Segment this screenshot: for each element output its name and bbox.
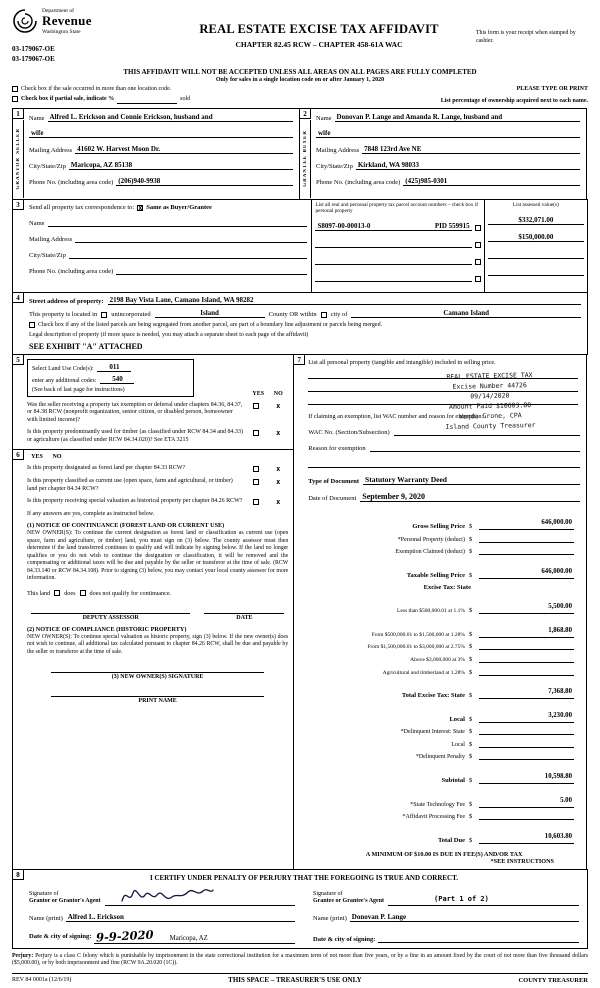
section-2-number: 2 <box>300 109 311 119</box>
q-timber-yes-checkbox[interactable] <box>253 430 259 436</box>
delinquent-interest-state-field[interactable] <box>479 727 574 735</box>
sold-label: sold <box>180 96 191 103</box>
parcel-row <box>315 222 480 231</box>
grantor-signature-field[interactable] <box>105 888 295 906</box>
dollar-sign: $ <box>468 571 473 579</box>
assessed-value-row <box>488 250 584 259</box>
section-3-number: 3 <box>13 200 24 210</box>
dollar-sign: $ <box>468 548 473 556</box>
print-name-line[interactable]: PRINT NAME <box>51 696 264 704</box>
tax-row-agricultural: Agricultural and timberland at 1.28% $ <box>308 668 580 676</box>
question-row <box>27 498 288 506</box>
form-chapter: CHAPTER 82.45 RCW – CHAPTER 458-61A WAC <box>235 40 403 49</box>
q-timber-no-mark: x <box>276 429 281 438</box>
buyer-address-field[interactable]: 7848 123rd Ave NE <box>362 145 580 154</box>
corr-phone-field[interactable] <box>116 266 307 275</box>
dollar-sign: $ <box>468 777 473 785</box>
delinquent-interest-local-field[interactable] <box>479 740 574 748</box>
buyer-address-label: Mailing Address <box>316 146 360 154</box>
q-forest-yes-checkbox[interactable] <box>253 466 259 472</box>
seller-name-field[interactable]: Alfred L. Erickson and Connie Erickson, husband and <box>48 113 293 122</box>
grantor-date-city-field[interactable] <box>94 929 295 944</box>
personal-property-deduct-field[interactable] <box>479 535 574 543</box>
section-3-tax-correspondence <box>12 199 588 293</box>
revenue-swirl-icon <box>12 8 38 34</box>
multi-location-label: Check box if the sale occurred in more than one location code. <box>21 85 172 92</box>
dollar-sign: $ <box>468 643 473 651</box>
tax-row-personal-property-deduct: *Personal Property (deduct) $ <box>308 535 580 543</box>
revenue-logo <box>12 8 162 36</box>
taxable-selling-price-field[interactable]: 646,000.00 <box>479 560 574 579</box>
buyer-csz-label: City/State/Zip <box>316 162 353 170</box>
parcel-field-1[interactable]: S8097-00-00013-0 PID 559915 <box>317 222 470 231</box>
section-5-land-use <box>12 354 294 451</box>
tax-row-rate-3: Above $3,000,000 at 3% $ <box>308 655 580 663</box>
corr-address-label: Mailing Address <box>29 235 73 243</box>
dollar-sign: $ <box>468 668 473 676</box>
unincorporated-label: unincorporated <box>111 310 151 318</box>
form-serial-2: 03-179067-OE <box>12 55 55 64</box>
legal-description-label: Legal description of property (if more space is needed, you may attach a separate sheet to each page of the affidavit) <box>29 331 309 338</box>
exhibit-note: SEE EXHIBIT "A" ATTACHED <box>29 341 143 351</box>
section-8-number: 8 <box>13 870 24 880</box>
grantee-agent-label: Grantee or Grantee's Agent <box>313 898 385 905</box>
additional-codes-label: enter any additional codes: <box>32 377 97 384</box>
unincorporated-checkbox[interactable] <box>101 312 107 318</box>
exemption-intro: If claiming an exemption, list WAC number and reason for exemption: <box>308 412 484 420</box>
certification-statement: I CERTIFY UNDER PENALTY OF PERJURY THAT THE FOREGOING IS TRUE AND CORRECT. <box>149 873 458 882</box>
deputy-assessor-signature-line[interactable]: DEPUTY ASSESSOR <box>31 613 190 621</box>
logo-dept-of: Department of <box>42 8 74 14</box>
assessed-value-row <box>488 216 584 225</box>
city-of-label: city of <box>330 310 348 318</box>
tax-row-exemption-claimed: Exemption Claimed (deduct) $ <box>308 547 580 555</box>
exemption-reason-field-2[interactable] <box>308 459 580 468</box>
this-land-label: This land <box>27 589 51 597</box>
segregated-checkbox[interactable] <box>29 322 35 328</box>
section-1-number: 1 <box>13 109 24 119</box>
dollar-sign: $ <box>468 692 473 700</box>
section-4-property-location <box>12 292 588 355</box>
tax-row-excise-tax-state-header: Excise Tax: State <box>423 583 471 591</box>
exemption-claimed-field[interactable] <box>479 547 574 555</box>
segregated-label: Check box if any of the listed parcels are being segregated from another parcel, are part of a boundary line adjustment or parcels being merged. <box>38 321 383 328</box>
does-qualify-checkbox[interactable] <box>54 590 60 596</box>
seller-name-label: Name <box>29 114 45 122</box>
logo-state: Washington State <box>42 29 81 36</box>
grantor-name-print-field[interactable]: Alfred L. Erickson <box>66 913 295 922</box>
parcel-field-4[interactable] <box>315 273 471 282</box>
rate-1-28-field[interactable]: 1,868.80 <box>479 619 574 638</box>
subtotal-field[interactable]: 10,598.80 <box>479 765 574 784</box>
corr-csz-label: City/State/Zip <box>29 251 66 259</box>
grantee-signature-field[interactable] <box>388 888 579 906</box>
tax-row-subtotal: Subtotal $ 10,598.80 <box>308 765 580 784</box>
document-date-field[interactable]: September 9, 2020 <box>360 492 580 502</box>
additional-codes-field[interactable]: 540 <box>100 375 134 384</box>
grantee-name-print-label: Name (print) <box>313 914 347 922</box>
seller-phone-field[interactable]: (206)940-9938 <box>116 177 293 186</box>
notice-continuance-body: NEW OWNER(S): To continue the current designation as forest land or classification as current use (open space, farm and agriculture, or timber) land, you must sign on (3) below. The county assessor must then determine if the land transferred continues to qualify and will indicate by signing below. If the land no longer qualifies or you do not wish to continue the designation or classification, it will be removed and the compensating or additional taxes will be due and payable by the seller or transferor at the time of sale. (RCW 84.33.140 or RCW 84.34.108). Prior to signing (3) below, you may contact your local county assessor for more information. <box>27 530 289 582</box>
grantor-date-city-label: Date & city of signing: <box>29 932 92 940</box>
question-row <box>27 429 288 444</box>
buyer-name-field[interactable]: Donovan P. Lange and Amanda R. Lange, husband and <box>335 113 580 122</box>
tax-row-total-excise-state: Total Excise Tax: State $ 7,368.80 <box>308 680 580 699</box>
deputy-date-line[interactable]: DATE <box>204 613 284 621</box>
stamp-title: REAL ESTATE EXCISE TAX <box>446 370 533 381</box>
assessed-value-field-3[interactable] <box>488 250 584 259</box>
tax-row-local: Local $ 3,230.00 <box>308 704 580 723</box>
land-use-label: Select Land Use Code(s): <box>32 365 94 372</box>
assessed-value-field-4[interactable] <box>488 267 584 276</box>
personal-property-intro: List all personal property (tangible and intangible) included in selling price. <box>308 358 496 366</box>
stamp-date: 09/14/2020 <box>470 391 510 401</box>
local-tax-field[interactable]: 3,230.00 <box>479 704 574 723</box>
section-7-excise-tax <box>293 354 587 870</box>
parcel-field-3[interactable] <box>315 256 471 265</box>
exemption-reason-field[interactable] <box>370 443 580 452</box>
same-as-buyer-label: Same as Buyer/Grantee <box>146 203 212 211</box>
section-7-number: 7 <box>294 355 305 365</box>
if-yes-instruction: If any answers are yes, complete as instructed below. <box>27 511 155 518</box>
tax-row-total-due: Total Due $ 10,603.80 <box>308 825 580 844</box>
personal-property-checkbox-2[interactable] <box>475 242 481 248</box>
dollar-sign: $ <box>468 800 473 808</box>
seller-grantor-side-label: SELLER GRANTOR <box>13 120 24 198</box>
delinquent-penalty-field[interactable] <box>479 752 574 760</box>
form-title: REAL ESTATE EXCISE TAX AFFIDAVIT <box>199 22 439 36</box>
single-location-note: Only for sales in a single location code on or after January 1, 2020 <box>215 76 385 83</box>
parcel-field-2[interactable] <box>315 239 471 248</box>
question-row <box>27 402 288 425</box>
tax-row-rate-1-28: From $500,000.01 to $1,500,000 at 1.28% $ 1,868.80 <box>308 619 580 638</box>
corr-name-field[interactable] <box>48 218 308 227</box>
document-type-field[interactable]: Statutory Warranty Deed <box>363 475 580 485</box>
no-header: NO <box>273 390 283 397</box>
question-timber-agriculture: Is this property predominantly used for timber (as classified under RCW 84.34 and 84.33) or agriculture (as classified under RCW 84.34.020)? See ETA 3215 <box>27 429 244 443</box>
assessed-value-field-1[interactable]: $332,071.00 <box>488 216 584 225</box>
grantee-date-city-field[interactable] <box>378 934 579 943</box>
q-exemption-yes-checkbox[interactable] <box>253 403 259 409</box>
land-use-code-field[interactable]: 011 <box>97 363 131 372</box>
tax-row-gross-selling-price: Gross Selling Price $ 646,000.00 <box>308 511 580 530</box>
yes-no-header <box>248 391 288 397</box>
rate-3-field[interactable] <box>479 655 574 663</box>
q-current-use-no-mark: x <box>276 478 281 487</box>
tax-row-rate-2-75: From $1,500,000.01 to $3,000,000 at 2.75% $ <box>308 642 580 650</box>
dollar-sign: $ <box>468 715 473 723</box>
multi-location-checkbox[interactable] <box>12 86 18 92</box>
corr-csz-field[interactable] <box>69 250 308 259</box>
completion-warning: THIS AFFIDAVIT WILL NOT BE ACCEPTED UNLESS ALL AREAS ON ALL PAGES ARE FULLY COMPLETED <box>123 67 477 76</box>
notice-compliance-title: (2) NOTICE OF COMPLIANCE (HISTORIC PROPERTY) <box>27 625 187 633</box>
excise-tax-table <box>308 507 580 844</box>
form-serial-numbers <box>12 44 162 65</box>
treasurer-space-label: THIS SPACE – TREASURER'S USE ONLY <box>228 976 362 984</box>
buyer-phone-label: Phone No. (including area code) <box>316 178 401 186</box>
grantee-name-print-field[interactable]: Donovan P. Lange <box>350 913 579 922</box>
new-owner-signature-line[interactable]: (3) NEW OWNER(S) SIGNATURE <box>51 672 264 680</box>
yes-no-header <box>27 454 288 460</box>
dollar-sign: $ <box>468 523 473 531</box>
see-instructions-note: *SEE INSTRUCTIONS <box>490 857 554 865</box>
parcel-row <box>315 239 480 248</box>
affidavit-processing-fee-field[interactable] <box>479 812 574 820</box>
seller-address-label: Mailing Address <box>29 146 73 154</box>
personal-property-checkbox-1[interactable] <box>475 225 481 231</box>
no-header: NO <box>52 454 62 461</box>
page-header <box>12 8 588 65</box>
grantor-signature-of-label: Signature of <box>29 890 59 897</box>
parcel-row <box>315 256 480 265</box>
see-back-note: (See back of last page for instructions) <box>32 386 125 393</box>
seller-address-field[interactable]: 41602 W. Harvest Moon Dr. <box>75 145 293 154</box>
grantor-handwritten-date: 9-9-2020 <box>96 927 155 945</box>
dollar-sign: $ <box>468 728 473 736</box>
tax-row-delinquent-interest-local: Local $ <box>308 740 580 748</box>
buyer-phone-field[interactable]: (425)985-0301 <box>403 177 580 186</box>
stamp-treasurer: Island County Treasurer <box>445 420 536 431</box>
grantor-name-print-label: Name (print) <box>29 914 63 922</box>
tax-row-delinquent-interest-state: *Delinquent Interest: State $ <box>308 727 580 735</box>
buyer-csz-field[interactable]: Kirkland, WA 98033 <box>356 161 580 170</box>
dollar-sign: $ <box>468 740 473 748</box>
q-historical-yes-checkbox[interactable] <box>253 499 259 505</box>
seller-csz-field[interactable]: Maricopa, AZ 85138 <box>69 161 293 170</box>
dollar-sign: $ <box>468 813 473 821</box>
please-type-note: PLEASE TYPE OR PRINT <box>516 85 588 92</box>
grantor-agent-label: Grantor or Grantor's Agent <box>29 898 101 905</box>
located-in-label: This property is located in <box>29 310 98 318</box>
document-date-label: Date of Document <box>308 494 357 502</box>
street-address-label: Street address of property: <box>29 297 104 305</box>
dollar-sign: $ <box>468 655 473 663</box>
county-treasurer-label: COUNTY TREASURER <box>518 976 588 984</box>
rate-1-1-field[interactable]: 5,500.00 <box>479 595 574 614</box>
section-8-certification <box>12 869 588 949</box>
dollar-sign: $ <box>468 630 473 638</box>
section-5-number: 5 <box>13 355 24 365</box>
tax-row-rate-1-1: Less than $500,000.01 at 1.1% $ 5,500.00 <box>308 595 580 614</box>
part-note: (Part 1 of 2) <box>434 894 489 903</box>
corr-name-label: Name <box>29 219 45 227</box>
q-historical-no-mark: x <box>276 498 281 507</box>
section-1-seller <box>12 108 300 200</box>
yes-header: YES <box>31 454 43 461</box>
city-of-checkbox[interactable] <box>321 312 327 318</box>
corr-phone-label: Phone No. (including area code) <box>29 267 114 275</box>
form-revision-number: REV 84 0001a (12/6/19) <box>12 977 72 983</box>
total-excise-state-field[interactable]: 7,368.80 <box>479 680 574 699</box>
does-label: does <box>64 589 76 597</box>
personal-property-checkbox-3[interactable] <box>475 259 481 265</box>
dollar-sign: $ <box>468 535 473 543</box>
dollar-sign: $ <box>468 753 473 761</box>
buyer-name-label: Name <box>316 114 332 122</box>
tax-row-affidavit-processing-fee: *Affidavit Processing Fee $ <box>308 812 580 820</box>
notice-compliance-body: NEW OWNER(S): To continue special valuation as historic property, sign (3) below. If the new owner(s) does not wish to continue, all additional tax calculated pursuant to chapter 84.26 RCW, shall be due and payable by the seller or transferor at the time of sale. <box>27 633 289 655</box>
land-use-code-box <box>27 359 194 397</box>
section-4-number: 4 <box>13 293 24 303</box>
same-as-buyer-checkbox[interactable]: x <box>138 203 143 212</box>
buyer-name-field-2[interactable]: wife <box>316 129 580 138</box>
total-due-field[interactable]: 10,603.80 <box>479 825 574 844</box>
treasurer-stamp <box>403 369 576 433</box>
q-forest-no-mark: x <box>276 465 281 474</box>
assessed-value-field-2[interactable]: $150,000.00 <box>488 233 584 242</box>
assessed-value-row <box>488 233 584 242</box>
grantor-city: Maricopa, AZ <box>169 934 208 942</box>
dollar-sign: $ <box>468 836 473 844</box>
stamp-cashier: Wanda Grone, CPA <box>458 411 522 421</box>
ownership-note: List percentage of ownership acquired next to each name. <box>440 97 588 104</box>
perjury-paragraph <box>12 953 588 968</box>
does-not-label: does not qualify for continuance. <box>89 589 172 597</box>
grantor-signature <box>119 884 215 908</box>
agricultural-field[interactable] <box>479 668 574 676</box>
personal-property-checkbox-4[interactable] <box>475 276 481 282</box>
receipt-note: This form is your receipt when stamped by cashier. <box>476 30 576 44</box>
county-or-label: County OR within <box>268 310 317 318</box>
tax-row-taxable-selling-price: Taxable Selling Price $ 646,000.00 <box>308 560 580 579</box>
question-historical: Is this property receiving special valuation as historical property per chapter 84.26 RCW? <box>27 498 243 505</box>
seller-name-field-2[interactable]: wife <box>29 129 293 138</box>
partial-sale-checkbox[interactable] <box>12 96 18 102</box>
notice-continuance-title: (1) NOTICE OF CONTINUANCE (FOREST LAND OR CURRENT USE) <box>27 522 225 530</box>
buyer-grantee-side-label: BUYER GRANTEE <box>300 120 311 198</box>
minimum-due-note: A MINIMUM OF $10.00 IS DUE IN FEE(S) AND/OR TAX <box>365 850 523 858</box>
perjury-body: Perjury is a class C felony which is punishable by imprisonment in the state correctional institution for a maximum term of not more than five years, or by a fine in an amount fixed by the court of not more than five thousand dollars ($5,000.00), or by both imprisonment and fine (RCW 9A.20.020 (1C)). <box>12 952 588 967</box>
perjury-label: Perjury: <box>12 952 34 959</box>
document-type-label: Type of Document <box>308 477 360 485</box>
street-address-field[interactable]: 2198 Bay Vista Lane, Camano Island, WA 98282 <box>108 296 581 305</box>
yes-header: YES <box>252 390 265 397</box>
question-forest-land: Is this property designated as forest land per chapter 84.33 RCW? <box>27 465 186 472</box>
grantee-signature-of-label: Signature of <box>313 890 343 897</box>
grantee-date-city-label: Date & city of signing: <box>313 935 376 943</box>
wac-number-label: WAC No. (Section/Subsection) <box>308 428 390 436</box>
section-2-buyer <box>299 108 587 200</box>
parcel-row <box>315 273 480 282</box>
gross-selling-price-field[interactable]: 646,000.00 <box>479 511 574 530</box>
stamp-amount-paid: Amount Paid $10603.80 <box>448 400 532 411</box>
tax-row-delinquent-penalty: *Delinquent Penalty $ <box>308 752 580 760</box>
q-exemption-no-mark: x <box>276 401 281 410</box>
tax-row-state-technology-fee: *State Technology Fee $ 5.00 <box>308 789 580 808</box>
section-6-classifications <box>12 449 294 870</box>
correspondence-intro: Send all property tax correspondence to: <box>29 203 135 211</box>
question-exemption-deferral: Was the seller receiving a property tax exemption or deferral under chapters 84.36, 84.37, or 84.38 RCW (nonprofit organization, senior citizen, or disabled person, homeowner with limited income)? <box>27 401 243 423</box>
q-current-use-yes-checkbox[interactable] <box>253 479 259 485</box>
form-serial-1: 03-179067-OE <box>12 44 55 53</box>
exemption-reason-label: Reason for exemption <box>308 444 366 452</box>
partial-sale-label: Check box if partial sale, indicate % <box>21 96 115 103</box>
city-field[interactable]: Camano Island <box>351 309 581 318</box>
seller-csz-label: City/State/Zip <box>29 162 66 170</box>
rate-2-75-field[interactable] <box>479 642 574 650</box>
stamp-excise-number: Excise Number 44726 <box>452 380 527 391</box>
question-row <box>27 465 288 473</box>
seller-phone-label: Phone No. (including area code) <box>29 178 114 186</box>
question-current-use: Is this property classified as current use (open space, farm and agricultural, or timber) land per chapter 84.34 RCW? <box>27 478 233 492</box>
page-footer <box>12 973 588 984</box>
state-technology-fee-field[interactable]: 5.00 <box>479 789 574 808</box>
section-6-number: 6 <box>13 450 24 460</box>
assessed-value-row <box>488 267 584 276</box>
partial-sale-percent-field[interactable] <box>117 95 177 104</box>
does-not-qualify-checkbox[interactable] <box>80 590 86 596</box>
dollar-sign: $ <box>468 607 473 615</box>
county-field[interactable]: Island <box>155 309 265 318</box>
assessed-values-header: List assessed value(s) <box>512 201 559 208</box>
question-row <box>27 478 288 493</box>
logo-revenue: Revenue <box>42 13 92 29</box>
parcel-numbers-header: List all real and personal property tax parcel account numbers – check box if personal property <box>315 201 478 214</box>
corr-address-field[interactable] <box>75 234 307 243</box>
